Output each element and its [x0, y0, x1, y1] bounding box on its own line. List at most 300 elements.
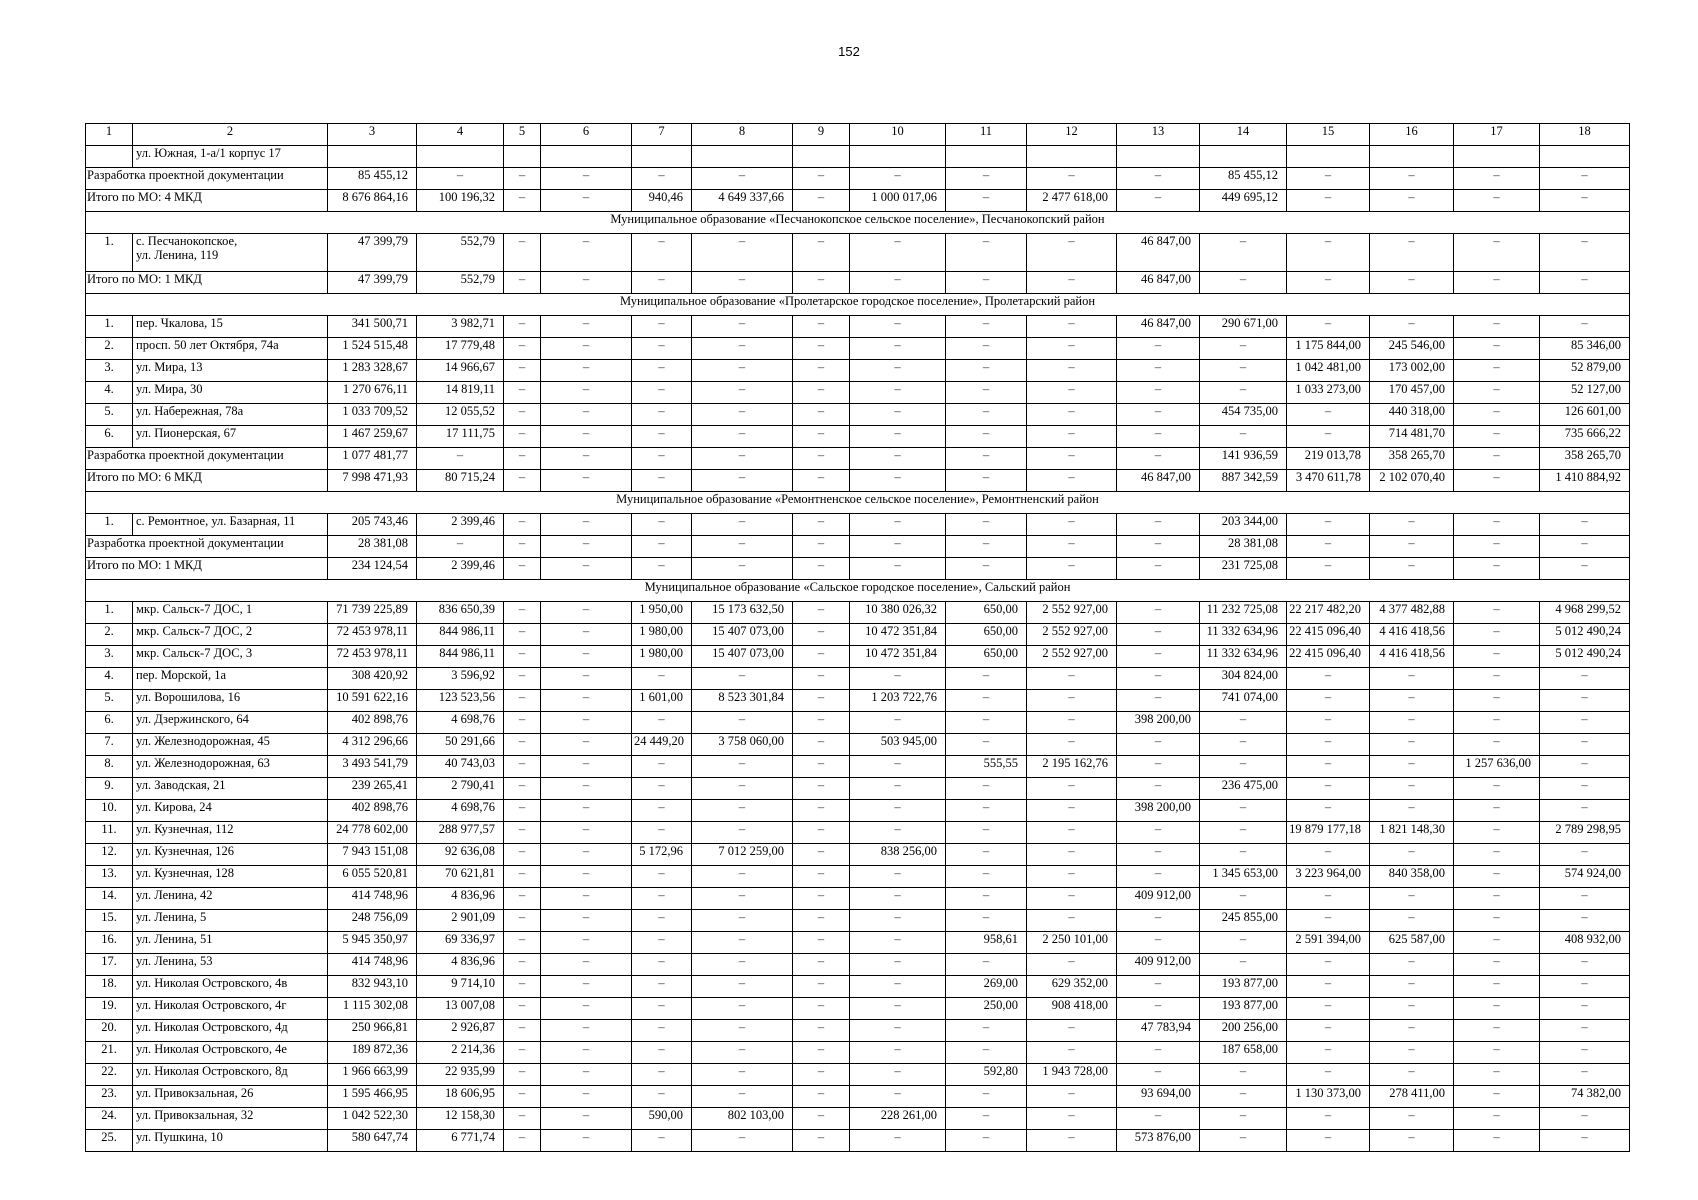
value-cell: – [1117, 976, 1200, 998]
value-cell: – [504, 646, 541, 668]
value-cell: – [1117, 338, 1200, 360]
value-cell: – [541, 190, 632, 212]
address-cell: ул. Ворошилова, 16 [133, 690, 328, 712]
table-row [86, 316, 1630, 338]
value-cell: 1 042 522,30 [328, 1108, 417, 1130]
value-cell: 2 214,36 [417, 1042, 504, 1064]
value-cell: – [632, 822, 692, 844]
value-cell: – [1287, 404, 1370, 426]
value-cell: 10 472 351,84 [850, 624, 946, 646]
row-number: 1. [86, 234, 133, 272]
value-cell: – [632, 910, 692, 932]
section-title: Муниципальное образование «Песчанокопское сельское поселение», Песчанокопский район [86, 212, 1630, 234]
value-cell: – [946, 954, 1027, 976]
value-cell: – [504, 932, 541, 954]
value-cell: – [1370, 1042, 1454, 1064]
value-cell [1117, 146, 1200, 168]
row-label: Итого по МО: 6 МКД [86, 470, 328, 492]
value-cell: – [1287, 756, 1370, 778]
row-number: 25. [86, 1130, 133, 1152]
value-cell: – [632, 976, 692, 998]
value-cell: – [1287, 712, 1370, 734]
value-cell: – [1370, 234, 1454, 272]
value-cell: 1 042 481,00 [1287, 360, 1370, 382]
value-cell: – [1117, 536, 1200, 558]
value-cell: – [1454, 168, 1540, 190]
value-cell: – [1200, 1064, 1287, 1086]
row-number: 6. [86, 426, 133, 448]
value-cell: – [1540, 1108, 1630, 1130]
value-cell: – [1200, 954, 1287, 976]
value-cell: – [1454, 800, 1540, 822]
row-label: Итого по МО: 4 МКД [86, 190, 328, 212]
row-number: 5. [86, 404, 133, 426]
value-cell: – [1200, 338, 1287, 360]
row-number: 10. [86, 800, 133, 822]
value-cell: – [793, 382, 850, 404]
value-cell: – [1540, 536, 1630, 558]
value-cell: 503 945,00 [850, 734, 946, 756]
section-title: Муниципальное образование «Пролетарское городское поселение», Пролетарский район [86, 294, 1630, 316]
value-cell: 14 966,67 [417, 360, 504, 382]
value-cell: – [692, 822, 793, 844]
value-cell: – [1117, 1108, 1200, 1130]
column-header: 7 [632, 124, 692, 146]
address-cell: ул. Заводская, 21 [133, 778, 328, 800]
summary-row [86, 448, 1630, 470]
value-cell: – [946, 404, 1027, 426]
value-cell: 3 758 060,00 [692, 734, 793, 756]
value-cell: – [850, 976, 946, 998]
value-cell: – [793, 822, 850, 844]
value-cell: – [850, 234, 946, 272]
value-cell: – [692, 382, 793, 404]
value-cell: 228 261,00 [850, 1108, 946, 1130]
value-cell: 629 352,00 [1027, 976, 1117, 998]
value-cell: – [1287, 1108, 1370, 1130]
value-cell: – [1454, 668, 1540, 690]
value-cell: – [793, 190, 850, 212]
value-cell: – [541, 888, 632, 910]
value-cell: 4 698,76 [417, 712, 504, 734]
value-cell: – [850, 514, 946, 536]
value-cell: – [793, 338, 850, 360]
table-row [86, 602, 1630, 624]
value-cell: 5 172,96 [632, 844, 692, 866]
value-cell: – [1540, 272, 1630, 294]
value-cell: – [1370, 1130, 1454, 1152]
value-cell: – [946, 514, 1027, 536]
value-cell: 4 968 299,52 [1540, 602, 1630, 624]
value-cell: – [692, 514, 793, 536]
value-cell: 15 173 632,50 [692, 602, 793, 624]
row-label: Итого по МО: 1 МКД [86, 272, 328, 294]
value-cell: – [1287, 910, 1370, 932]
value-cell: – [692, 1086, 793, 1108]
value-cell: 193 877,00 [1200, 976, 1287, 998]
value-cell: – [1287, 1064, 1370, 1086]
value-cell: 1 524 515,48 [328, 338, 417, 360]
value-cell: – [504, 976, 541, 998]
value-cell: – [632, 954, 692, 976]
value-cell: 189 872,36 [328, 1042, 417, 1064]
value-cell: – [946, 866, 1027, 888]
value-cell: – [1454, 910, 1540, 932]
value-cell: – [632, 1042, 692, 1064]
table-row [86, 1108, 1630, 1130]
value-cell: – [692, 272, 793, 294]
value-cell: – [1540, 734, 1630, 756]
value-cell: – [946, 1020, 1027, 1042]
value-cell: – [541, 1042, 632, 1064]
value-cell: – [1027, 272, 1117, 294]
value-cell: – [632, 1020, 692, 1042]
value-cell: – [1287, 1020, 1370, 1042]
value-cell: 308 420,92 [328, 668, 417, 690]
value-cell: 72 453 978,11 [328, 624, 417, 646]
column-header: 3 [328, 124, 417, 146]
value-cell: – [504, 234, 541, 272]
value-cell: 6 771,74 [417, 1130, 504, 1152]
value-cell: – [1454, 646, 1540, 668]
value-cell: 245 855,00 [1200, 910, 1287, 932]
value-cell: – [850, 558, 946, 580]
value-cell: 46 847,00 [1117, 316, 1200, 338]
value-cell: – [504, 470, 541, 492]
value-cell: 1 033 709,52 [328, 404, 417, 426]
value-cell: – [1540, 954, 1630, 976]
value-cell: – [1454, 536, 1540, 558]
value-cell: – [793, 998, 850, 1020]
table-row [86, 976, 1630, 998]
value-cell: – [793, 668, 850, 690]
value-cell: – [541, 822, 632, 844]
value-cell: 219 013,78 [1287, 448, 1370, 470]
value-cell: – [850, 932, 946, 954]
value-cell: 341 500,71 [328, 316, 417, 338]
value-cell: 269,00 [946, 976, 1027, 998]
value-cell: – [1200, 426, 1287, 448]
value-cell: – [632, 382, 692, 404]
value-cell: – [1027, 558, 1117, 580]
value-cell [504, 146, 541, 168]
value-cell: 2 591 394,00 [1287, 932, 1370, 954]
value-cell: – [1027, 910, 1117, 932]
value-cell: – [1540, 778, 1630, 800]
value-cell: – [504, 734, 541, 756]
value-cell: – [1027, 668, 1117, 690]
value-cell: – [632, 1086, 692, 1108]
value-cell: – [1370, 910, 1454, 932]
value-cell: 80 715,24 [417, 470, 504, 492]
row-number: 4. [86, 668, 133, 690]
value-cell: – [1027, 888, 1117, 910]
value-cell: – [1454, 1020, 1540, 1042]
value-cell: – [417, 536, 504, 558]
value-cell: – [1454, 734, 1540, 756]
value-cell: 200 256,00 [1200, 1020, 1287, 1042]
value-cell: 52 127,00 [1540, 382, 1630, 404]
value-cell: – [541, 272, 632, 294]
value-cell: 17 111,75 [417, 426, 504, 448]
value-cell: – [1287, 558, 1370, 580]
value-cell: – [632, 404, 692, 426]
column-header: 16 [1370, 124, 1454, 146]
value-cell: – [692, 998, 793, 1020]
value-cell: – [504, 866, 541, 888]
table-row [86, 998, 1630, 1020]
value-cell: – [793, 1064, 850, 1086]
value-cell: – [1117, 168, 1200, 190]
value-cell: – [946, 338, 1027, 360]
value-cell: – [1287, 316, 1370, 338]
value-cell: – [793, 1086, 850, 1108]
value-cell: – [1027, 316, 1117, 338]
value-cell: – [504, 844, 541, 866]
table-row [86, 932, 1630, 954]
value-cell: 402 898,76 [328, 800, 417, 822]
value-cell [1454, 146, 1540, 168]
value-cell: – [504, 954, 541, 976]
value-cell: 24 449,20 [632, 734, 692, 756]
value-cell: – [541, 316, 632, 338]
value-cell: 714 481,70 [1370, 426, 1454, 448]
row-number: 3. [86, 646, 133, 668]
value-cell: – [632, 536, 692, 558]
value-cell: 28 381,08 [1200, 536, 1287, 558]
value-cell: – [793, 316, 850, 338]
value-cell: – [793, 470, 850, 492]
value-cell: – [632, 800, 692, 822]
value-cell: – [946, 844, 1027, 866]
value-cell: – [1454, 448, 1540, 470]
value-cell: – [946, 360, 1027, 382]
address-cell: мкр. Сальск-7 ДОС, 3 [133, 646, 328, 668]
column-header-row [86, 124, 1630, 146]
value-cell: 123 523,56 [417, 690, 504, 712]
value-cell: 278 411,00 [1370, 1086, 1454, 1108]
value-cell: – [1200, 234, 1287, 272]
value-cell: – [541, 404, 632, 426]
value-cell: – [1117, 1042, 1200, 1064]
value-cell: 18 606,95 [417, 1086, 504, 1108]
value-cell: 290 671,00 [1200, 316, 1287, 338]
value-cell: 1 467 259,67 [328, 426, 417, 448]
column-header: 11 [946, 124, 1027, 146]
address-cell: ул. Ленина, 5 [133, 910, 328, 932]
value-cell: – [632, 888, 692, 910]
row-number: 15. [86, 910, 133, 932]
value-cell: 3 223 964,00 [1287, 866, 1370, 888]
value-cell: 2 477 618,00 [1027, 190, 1117, 212]
value-cell: – [1540, 844, 1630, 866]
section-header-row [86, 492, 1630, 514]
value-cell: 908 418,00 [1027, 998, 1117, 1020]
value-cell: – [632, 866, 692, 888]
value-cell: – [632, 168, 692, 190]
value-cell: – [504, 668, 541, 690]
value-cell: 2 790,41 [417, 778, 504, 800]
table-row [86, 382, 1630, 404]
value-cell: – [1027, 866, 1117, 888]
value-cell: 1 950,00 [632, 602, 692, 624]
value-cell: 592,80 [946, 1064, 1027, 1086]
value-cell: – [1200, 932, 1287, 954]
value-cell: – [1200, 382, 1287, 404]
value-cell: – [1027, 1130, 1117, 1152]
value-cell: – [946, 1108, 1027, 1130]
value-cell: – [541, 866, 632, 888]
value-cell: – [1027, 426, 1117, 448]
value-cell: – [541, 536, 632, 558]
value-cell: – [793, 844, 850, 866]
table-row [86, 668, 1630, 690]
value-cell: – [1454, 1042, 1540, 1064]
value-cell: 4 836,96 [417, 954, 504, 976]
value-cell: – [793, 558, 850, 580]
address-cell: ул. Николая Островского, 8д [133, 1064, 328, 1086]
value-cell: 2 901,09 [417, 910, 504, 932]
value-cell: 170 457,00 [1370, 382, 1454, 404]
value-cell: 1 410 884,92 [1540, 470, 1630, 492]
value-cell: – [541, 360, 632, 382]
value-cell: – [793, 778, 850, 800]
address-cell: мкр. Сальск-7 ДОС, 1 [133, 602, 328, 624]
value-cell: – [793, 756, 850, 778]
value-cell: 650,00 [946, 602, 1027, 624]
value-cell: – [793, 1020, 850, 1042]
value-cell: – [1540, 690, 1630, 712]
value-cell: – [1454, 470, 1540, 492]
section-header-row [86, 294, 1630, 316]
value-cell: – [417, 448, 504, 470]
value-cell: – [1117, 382, 1200, 404]
value-cell: 940,46 [632, 190, 692, 212]
row-number: 9. [86, 778, 133, 800]
value-cell [692, 146, 793, 168]
value-cell: – [946, 712, 1027, 734]
value-cell: – [1540, 888, 1630, 910]
value-cell: 22 935,99 [417, 1064, 504, 1086]
row-number: 12. [86, 844, 133, 866]
value-cell: – [541, 602, 632, 624]
value-cell: – [793, 234, 850, 272]
value-cell: – [692, 976, 793, 998]
value-cell: – [1454, 888, 1540, 910]
value-cell: 93 694,00 [1117, 1086, 1200, 1108]
value-cell: 234 124,54 [328, 558, 417, 580]
table-row [86, 910, 1630, 932]
value-cell [1287, 146, 1370, 168]
value-cell: 85 455,12 [1200, 168, 1287, 190]
value-cell: – [692, 756, 793, 778]
value-cell: – [850, 910, 946, 932]
address-cell: ул. Пушкина, 10 [133, 1130, 328, 1152]
value-cell: 245 546,00 [1370, 338, 1454, 360]
value-cell: 12 055,52 [417, 404, 504, 426]
value-cell: – [850, 668, 946, 690]
value-cell: – [1117, 756, 1200, 778]
value-cell: – [1540, 1020, 1630, 1042]
value-cell: – [692, 1064, 793, 1086]
value-cell: – [1370, 954, 1454, 976]
value-cell: 4 416 418,56 [1370, 646, 1454, 668]
value-cell: 1 980,00 [632, 624, 692, 646]
value-cell: 402 898,76 [328, 712, 417, 734]
value-cell: 4 377 482,88 [1370, 602, 1454, 624]
value-cell: 4 836,96 [417, 888, 504, 910]
value-cell: – [632, 668, 692, 690]
value-cell: 454 735,00 [1200, 404, 1287, 426]
value-cell: – [1370, 712, 1454, 734]
value-cell: – [1200, 1130, 1287, 1152]
value-cell: – [1454, 382, 1540, 404]
value-cell: – [946, 1130, 1027, 1152]
value-cell: – [946, 168, 1027, 190]
value-cell: – [632, 998, 692, 1020]
value-cell: 5 012 490,24 [1540, 646, 1630, 668]
value-cell: 24 778 602,00 [328, 822, 417, 844]
value-cell: – [793, 624, 850, 646]
value-cell: – [850, 888, 946, 910]
value-cell: 552,79 [417, 234, 504, 272]
value-cell: – [1027, 338, 1117, 360]
value-cell: – [541, 668, 632, 690]
section-title: Муниципальное образование «Сальское городское поселение», Сальский район [86, 580, 1630, 602]
address-cell: с. Ремонтное, ул. Базарная, 11 [133, 514, 328, 536]
value-cell: 3 493 541,79 [328, 756, 417, 778]
value-cell: – [1117, 932, 1200, 954]
value-cell: – [1454, 602, 1540, 624]
value-cell: – [1370, 316, 1454, 338]
value-cell: 92 636,08 [417, 844, 504, 866]
address-cell: ул. Николая Островского, 4д [133, 1020, 328, 1042]
value-cell: – [1027, 360, 1117, 382]
value-cell: – [850, 360, 946, 382]
value-cell: – [850, 1086, 946, 1108]
value-cell: – [1454, 338, 1540, 360]
value-cell: – [1200, 1086, 1287, 1108]
value-cell: – [1454, 954, 1540, 976]
value-cell: – [541, 1020, 632, 1042]
value-cell: 2 552 927,00 [1027, 624, 1117, 646]
value-cell: 12 158,30 [417, 1108, 504, 1130]
value-cell: – [541, 448, 632, 470]
value-cell: – [1117, 778, 1200, 800]
value-cell: 1 203 722,76 [850, 690, 946, 712]
value-cell: – [1027, 536, 1117, 558]
table-row [86, 690, 1630, 712]
value-cell: 13 007,08 [417, 998, 504, 1020]
value-cell: – [504, 558, 541, 580]
value-cell: – [850, 756, 946, 778]
value-cell: – [1200, 1108, 1287, 1130]
value-cell: – [1200, 734, 1287, 756]
value-cell: – [793, 866, 850, 888]
value-cell: – [504, 690, 541, 712]
value-cell: – [632, 272, 692, 294]
row-number: 17. [86, 954, 133, 976]
value-cell: 46 847,00 [1117, 272, 1200, 294]
value-cell: 3 596,92 [417, 668, 504, 690]
value-cell: – [946, 910, 1027, 932]
value-cell: – [541, 470, 632, 492]
value-cell: – [1117, 360, 1200, 382]
value-cell: 2 552 927,00 [1027, 646, 1117, 668]
value-cell: 838 256,00 [850, 844, 946, 866]
value-cell: – [1454, 932, 1540, 954]
row-number: 16. [86, 932, 133, 954]
